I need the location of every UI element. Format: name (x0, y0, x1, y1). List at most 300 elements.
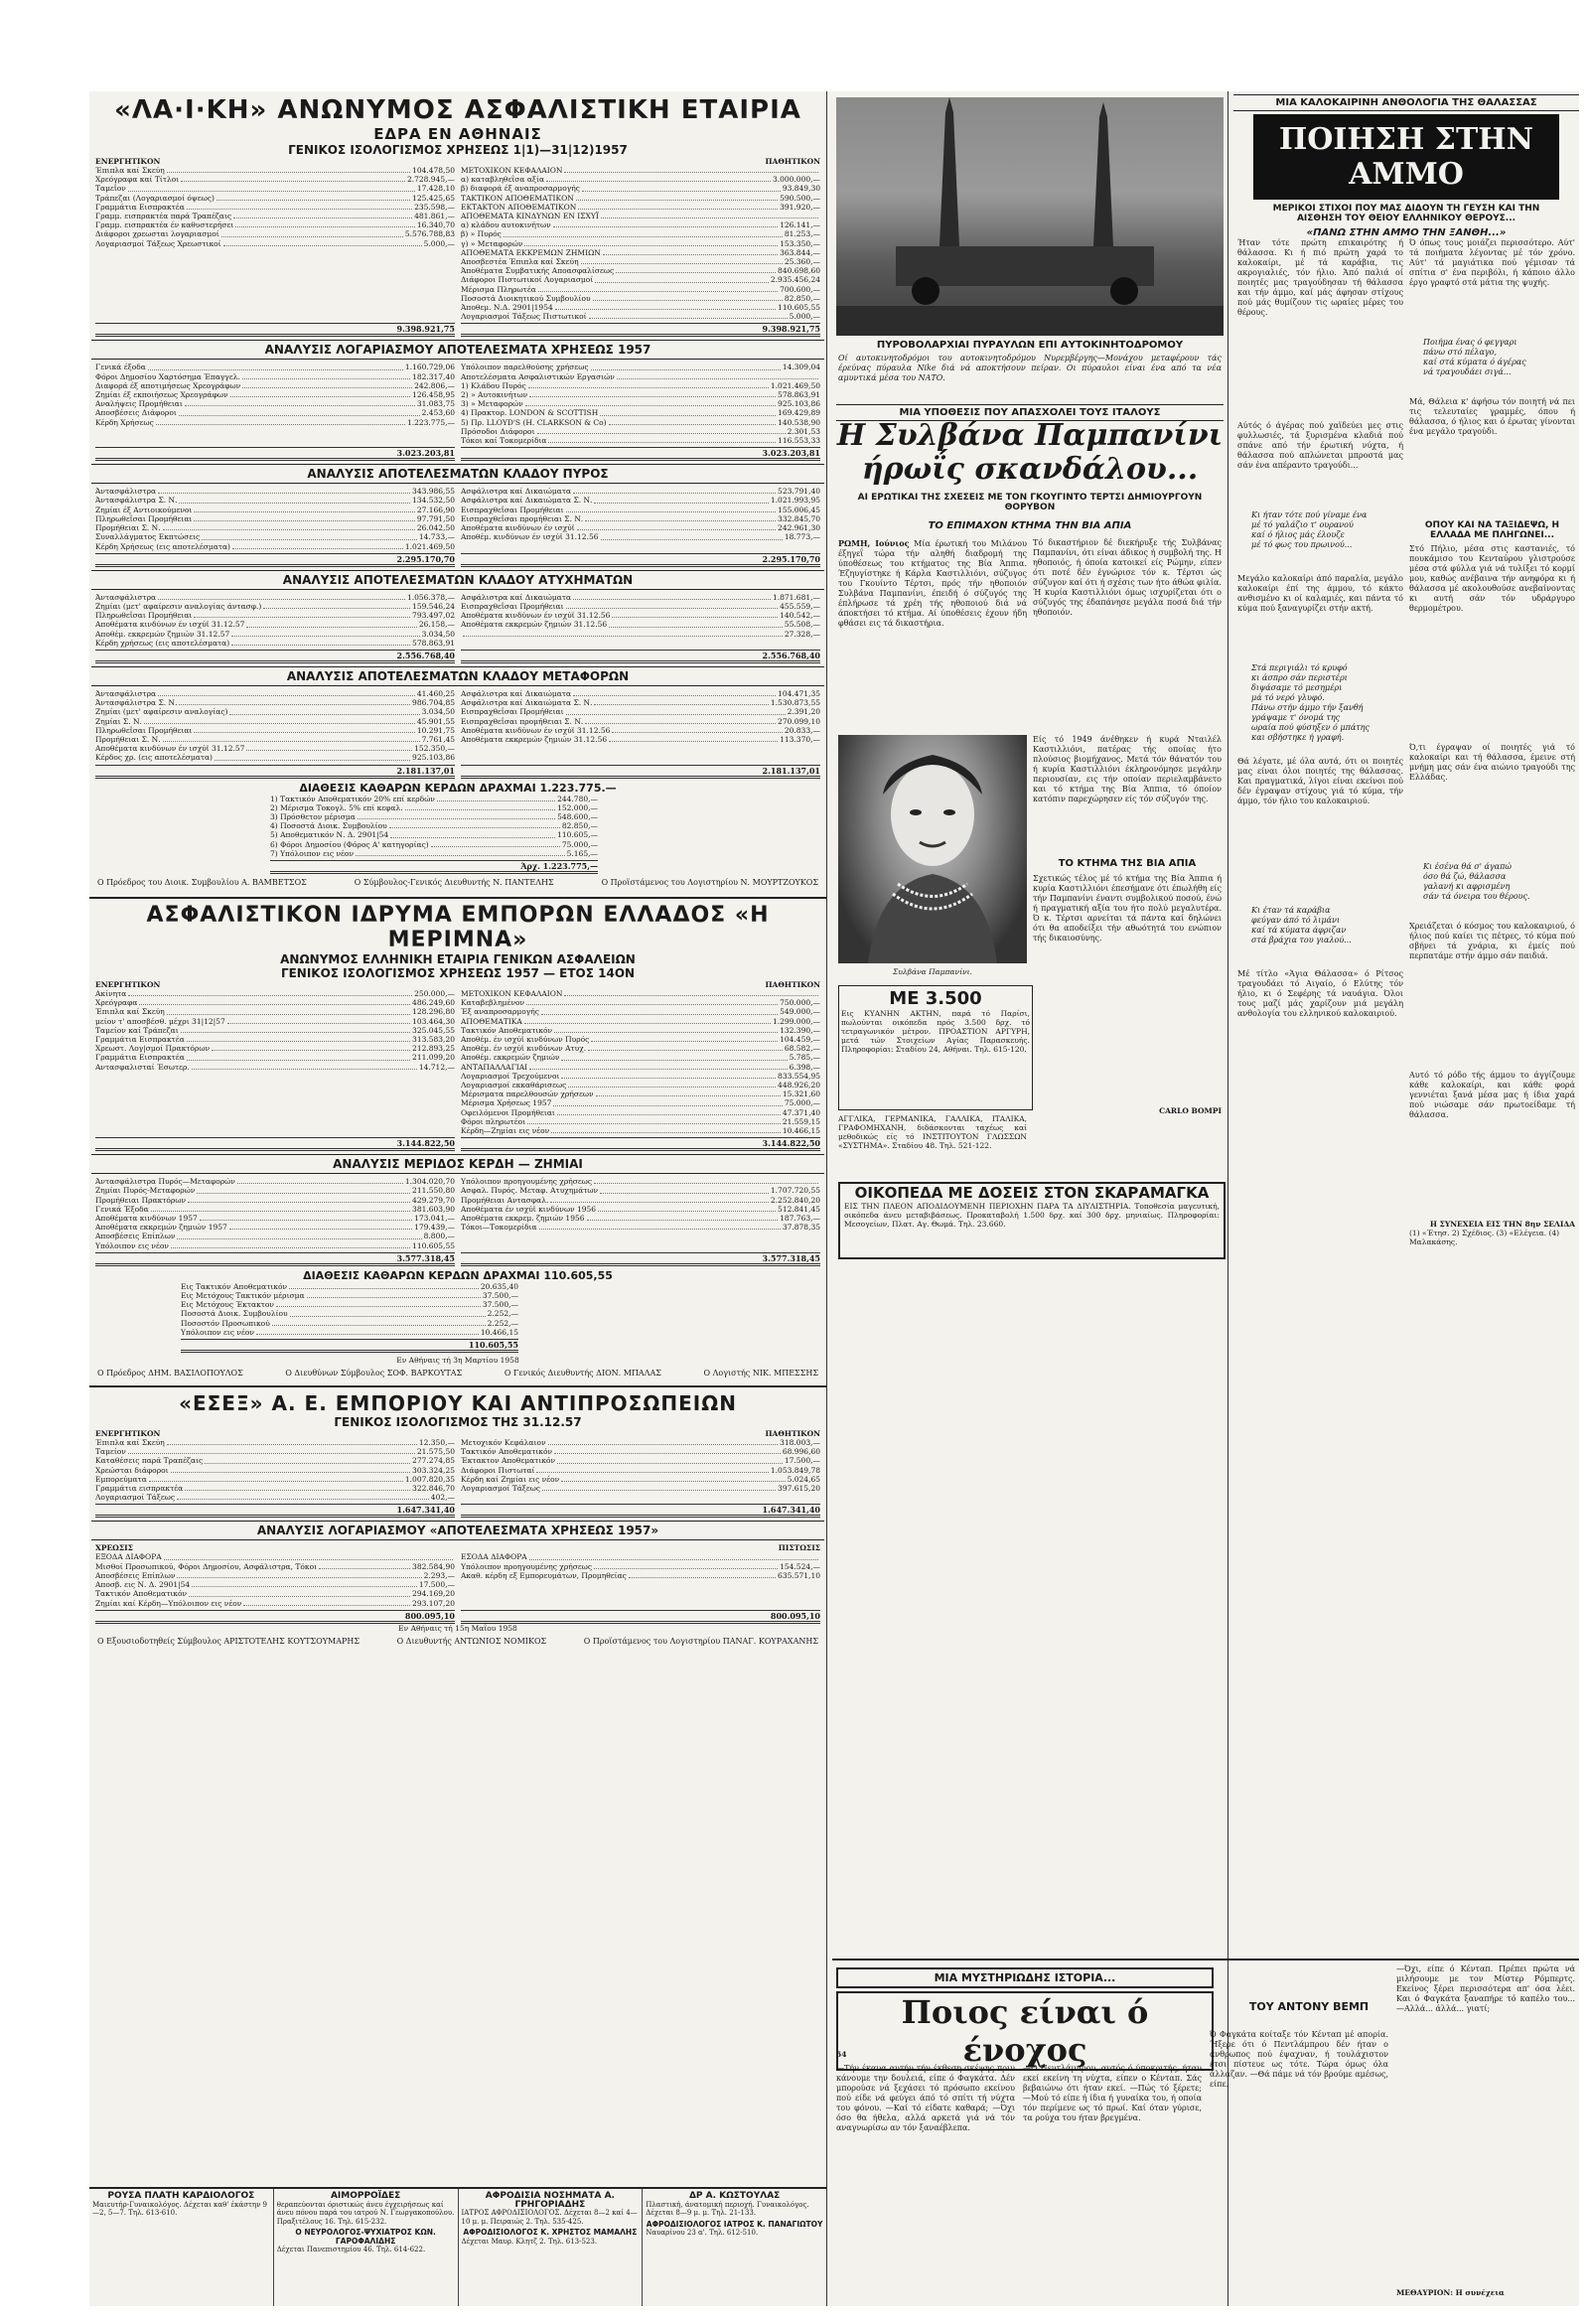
ledger-row (95, 363, 455, 371)
ledger-label: Εις Τακτικόν Αποθεματικόν (181, 1281, 288, 1291)
laiki-acc (91, 593, 824, 648)
ledger-label: Ζημίαι έξ εκποιήσεως Χρεογράφων (95, 390, 228, 400)
ledger-label: Προμήθειαι Αντασφαλ. (461, 1195, 549, 1205)
ledger-value: 1.007.820,35 (404, 1474, 455, 1484)
ledger-row (95, 1026, 455, 1035)
ad-hemorrhoids (274, 2189, 459, 2306)
merimna-pl-total-r: 3.577.318,45 (461, 1252, 820, 1266)
pampanini-body-2: Τό δικαστήριον δέ διεκήρυξε τής Συλβάνας Παμπανίνι, ότι είναι άδικος ή συμβολή της. Η ηθοποιός, ή όποία κατοικεί είς Ρώμην, είπεν ότι ποτέ δέν έγνώρισε τόν κ. Τέρτσι ώς σύζυγον καί ότι ή σχέσις των ήτο άθώα φιλία. Ή κυρία Καστιλλιόνι όμως ισχυρίζεται ότι ο σύζυγός της έδαπάνησε μεγάλα ποσά διά τήν ηθοποιόν. (1033, 538, 1222, 617)
classified-ads (89, 2187, 826, 2306)
laiki-fire-heading: ΑΝΑΛΥΣΙΣ ΑΠΟΤΕΛΕΣΜΑΤΩΝ ΚΛΑΔΟΥ ΠΥΡΟΣ (91, 464, 824, 484)
ledger-value: 402,— (430, 1493, 455, 1503)
ledger-label: α) κλάδου αυτοκινήτων (461, 220, 551, 230)
ledger-label: Αποθέματα εκκρεμών ζημιών 1957 (95, 1223, 227, 1233)
ledger-value: 343.986,55 (412, 487, 455, 497)
ledger-label: Μέρισματα παρελθουσών χρήσεων (461, 1089, 594, 1099)
ledger-value: 277.274,85 (412, 1456, 455, 1466)
pampanini-body-3: Είς τό 1949 άνέθηκεν ή κυρά Νταιλέλ Καστιλλιόνι, πατέρας τής οποίας ήτο πλούσιος βιομήχανος. Μετά τόν θάνατόν του ή κυρία Καστιλλιόνι έκληρονόμησε μεγάλην περιουσίαν, εις τήν οποίαν περιελαμβάνετο και τό κτήμα της Βία Άππια, τό όποίον κατόπιν παρεχώρησεν είς τόν σύζυγόν της. (1033, 735, 1222, 803)
rocket-caption-title: ΠΥΡΟΒΟΛΑΡΧΙΑΙ ΠΥΡΑΥΛΩΝ ΕΠΙ ΑΥΤΟΚΙΝΗΤΟΔΡΟΜΟΥ (876, 340, 1184, 351)
ledger-label: Διάφοροι χρεωσται λογαριασμοί (95, 229, 219, 239)
ledger-value: 140.542,— (780, 611, 820, 621)
ledger-value: 27.166,90 (416, 505, 455, 514)
ledger-label: Ζημίαι καί Κέρδη—Υπόλοιπον εις νέον (95, 1598, 242, 1608)
ledger-row (461, 698, 820, 707)
ese-signatures (91, 1633, 824, 1650)
ledger-row (461, 726, 820, 735)
ledger-row (95, 689, 455, 698)
merimna-assets-list (95, 989, 455, 1072)
rocket-illustration (836, 97, 1224, 336)
laiki-seat: ΕΔΡΑ ΕΝ ΑΘΗΝΑΙΣ (373, 125, 542, 143)
ledger-label: 4) Πρακτορ. LONDON & SCOTTISH (461, 408, 599, 418)
ledger-value: 793.497,02 (412, 611, 455, 621)
ledger-value: 1.223.775,— (406, 417, 455, 427)
ledger-label: ΑΠΟΘΕΜΑΤΑ ΚΙΝΔΥΝΩΝ ΕΝ ΙΣΧΥΪ (461, 212, 599, 221)
ledger-value: 5.000,— (789, 312, 820, 322)
ledger-row (95, 602, 455, 611)
ledger-row (461, 381, 820, 390)
ledger-label: Αποθέματα κινδύνων έν ισχύϊ (461, 523, 575, 533)
ledger-row (95, 1241, 455, 1250)
ledger-value: 486.249,60 (412, 998, 455, 1008)
ledger-row (95, 418, 455, 427)
ledger-row (461, 1081, 820, 1089)
ese-statement (89, 1389, 826, 1652)
merimna-balance-sheet (91, 980, 824, 1135)
ledger-value: 45.901,55 (416, 716, 455, 726)
ledger-row (95, 1562, 455, 1571)
ledger-value: 270.099,10 (778, 716, 820, 726)
ledger-value: 523.791,40 (778, 487, 820, 497)
poetry-right-4: ΟΠΟΥ ΚΑΙ ΝΑ ΤΑΞΙΔΕΨΩ, Η ΕΛΛΑΔΑ ΜΕ ΠΛΗΓΩΝΕΙ... (1424, 520, 1560, 540)
ledger-row (461, 630, 820, 639)
ledger-label: Αποσβεστέα Έπιπλα καί Σκεύη (461, 257, 579, 267)
ledger-value: 26.042,50 (416, 523, 455, 533)
ledger-row (461, 312, 820, 321)
ledger-value: 154.524,— (780, 1561, 820, 1571)
laiki-fire-right (461, 487, 820, 550)
ledger-label: Αποσβ. εις Ν. Δ. 2901|54 (95, 1580, 191, 1590)
ledger-row (461, 1007, 820, 1016)
ledger-label: Άποθέματα Συμβατικής Αποασφαλίσεως (461, 266, 615, 276)
ledger-value: 47.371,40 (782, 1107, 820, 1117)
ledger-row (95, 717, 455, 726)
ledger-label: Άντασφάλιστρα Σ. Ν. (95, 698, 178, 708)
ledger-label: Αναλήψεις Προμήθειαι (95, 399, 183, 409)
ledger-value: 2.293,— (423, 1570, 455, 1580)
ledger-value: 68.582,— (784, 1044, 820, 1054)
ledger-value: 17.500,— (784, 1456, 820, 1466)
merimna-sub: ΑΝΩΝΥΜΟΣ ΕΛΛΗΝΙΚΗ ΕΤΑΙΡΙΑ ΓΕΝΙΚΩΝ ΑΣΦΑΛΕΙΩΝ (280, 951, 636, 966)
ledger-row (461, 1044, 820, 1053)
laiki-pl-right (461, 363, 820, 445)
ledger-value: 104.478,50 (412, 166, 455, 175)
ledger-value: 82.850,— (784, 293, 820, 303)
ledger-row (461, 248, 820, 257)
ledger-row (461, 1552, 820, 1561)
ledger-label: Ακίνητα (95, 988, 127, 998)
laiki-statement (89, 91, 826, 895)
ledger-label: Εισπραχθεΐσαι Προμήθειαι (461, 505, 564, 514)
ledger-row (461, 1053, 820, 1062)
poetry-deck: ΜΕΡΙΚΟΙ ΣΤΙΧΟΙ ΠΟΥ ΜΑΣ ΔΙΔΟΥΝ ΤΗ ΓΕΥΣΗ ΚΑΙ ΤΗΝ ΑΙΣΘΗΣΗ ΤΟΥ ΘΕΙΟΥ ΕΛΛΗΝΙΚΟΥ ΘΕΡΟΥΣ... (1272, 204, 1540, 223)
ledger-value: 93.849,30 (782, 184, 820, 194)
ledger-value: 132.390,— (780, 1025, 820, 1035)
ledger-label: Ταμείον καί Τράπεζαι (95, 1025, 179, 1035)
ledger-value: 448.926,20 (778, 1081, 820, 1089)
ledger-row (461, 602, 820, 611)
ledger-value: 68.996,60 (782, 1447, 820, 1457)
ledger-value: 212.893,25 (412, 1044, 455, 1054)
ad-neuro-body: Δέχεται Πανεπιστημίου 46. Τηλ. 614-622. (276, 2246, 426, 2253)
ledger-row (95, 611, 455, 620)
laiki-assets-heading: ΕΝΕΡΓΗΤΙΚΟΝ (95, 157, 161, 166)
merimna-sig-3: Ο Γενικός Διευθυντής ΔΙΟΝ. ΜΠΑΛΑΣ (504, 1369, 661, 1379)
ledger-row (270, 821, 598, 830)
ledger-value: 2.728.945,— (406, 175, 455, 185)
ledger-label: Άντασφάλιστρα (95, 688, 157, 698)
ledger-row (95, 532, 455, 541)
ledger-row (461, 523, 820, 532)
ledger-value: 925.103,86 (412, 753, 455, 763)
poetry-column (1233, 91, 1579, 1959)
ledger-value: 10.466,15 (480, 1327, 518, 1337)
ledger-value: 31.083,75 (416, 399, 455, 409)
pampanini-signature: CARLO BOMPI (1159, 1106, 1222, 1115)
ledger-label: Φόροι Δημοσίου Χαρτόσημα Έπαγγελ. (95, 371, 240, 381)
ledger-label: Αποσβέσεις Διάφοροι (95, 408, 177, 418)
ledger-label: Εμπορεύματα (95, 1474, 147, 1484)
ledger-label: Χρεόγραφα (95, 998, 138, 1008)
ese-pl (91, 1543, 824, 1607)
merimna-total-r: 3.144.822,50 (461, 1137, 820, 1151)
ledger-value: 1.053.849,78 (770, 1465, 820, 1475)
ledger-row (461, 487, 820, 496)
mystery-col-4: —Όχι, είπε ό Κένταπ. Πρέπει πρώτα νά μιλήσουμε με τον Μίστερ Ρόμπερτς. Εκείνος ξέρει περισσότερα απ' όσα λέει. Και ό Φαγκάτα ξαναπήρε τό καπέλο του... —Αλλά... άλλά... γιατί; (1396, 1964, 1575, 2013)
mystery-signoff: ΜΕΘΑΥΡΙΟΝ: Η συνέχεια (1396, 2288, 1505, 2297)
financial-statements-column (89, 91, 827, 2306)
ledger-row (461, 717, 820, 726)
ledger-label: Χρεόγραφα καί Τίτλοι (95, 175, 180, 185)
ledger-label: Εισπραχθεΐσαι προμήθειαι Σ. Ν. (461, 716, 584, 726)
ledger-label: ΕΚΤΑΚΤΟΝ ΑΠΟΘΕΜΑΤΙΚΟΝ (461, 202, 577, 212)
ledger-row (461, 1035, 820, 1044)
ledger-row (95, 1599, 455, 1608)
ese-total-l: 1.647.341,40 (95, 1504, 455, 1518)
ledger-row (461, 184, 820, 193)
ledger-row (270, 849, 598, 858)
ad-neuro-title: Ο ΝΕΥΡΟΛΟΓΟΣ-ΨΥΧΙΑΤΡΟΣ ΚΩΝ. ΓΑΡΟΦΑΛΙΔΗΣ (295, 2228, 436, 2246)
ledger-label: Αποθέματα κινδύνων έν ισχύϊ 31.12.56 (461, 611, 611, 621)
ledger-label: Λογαριασμοί Τάξεως (461, 1484, 541, 1494)
ledger-label: Ποσοστά Διοικητικού Συμβουλίου (461, 293, 591, 303)
ledger-label: Εισπραχθεΐσαι προμήθειαι Σ. Ν. (461, 513, 584, 523)
ledger-row (95, 998, 455, 1007)
merimna-sig-2: Ο Διευθύνων Σύμβουλος ΣΟΦ. ΒΑΡΚΟΥΤΑΣ (285, 1369, 463, 1379)
ledger-value: 104.471,35 (778, 688, 820, 698)
merimna-title: ΑΣΦΑΛΙΣΤΙΚΟΝ ΙΔΡΥΜΑ ΕΜΠΟΡΩΝ ΕΛΛΑΔΟΣ «Η ΜΕΡΙΜΝΑ» (146, 902, 770, 952)
pampanini-body-4: Σχετικώς τέλος μέ τό κτήμα της Βία Άππια ή κυρία Καστιλλιόνι έπεσήμανε ότι έπωλήθη είς τήν Παμπανίνι έναντι συμβολικού ποσού, ένώ ή πραγματική αξία του ήτο πολύ μεγαλυτέρα. Ό κ. Τέρτσι αρνείται τά πάντα καί δηλώνει ότι θα αποδείξει τήν αθωότητά του ενώπιον τής δικαιοσύνης. (1033, 874, 1222, 943)
ledger-row (95, 735, 455, 744)
ledger-value: 549.000,— (780, 1007, 820, 1017)
ledger-label: Αποθέμ. έν ισχύϊ κινδύνων Πυρός (461, 1034, 590, 1044)
ledger-value: 244.780,— (557, 794, 598, 803)
ledger-label: Εις Μετόχους Έκτακτον (181, 1300, 274, 1310)
ledger-value: 5.165,— (566, 848, 598, 858)
ledger-row (95, 239, 455, 248)
laiki-trans-right (461, 689, 820, 763)
ledger-label: Ζημίαι (μετ' αφαίρεσιν αναλογίας) (95, 707, 228, 717)
merimna-dist-total: 110.605,55 (181, 1339, 518, 1353)
mystery-col-2: —Ό Πεντλάμπρου, αυτός ό ύποκριτής, ήταν εκεί εκείνη τη νύχτα, είπεν ο Κένταπ. Σάς βεβαιώνω ότι ήταν εκεί. —Πώς τό ξέρετε; —Μού τό είπε ή ίδια ή γυναίκα του, ή οποία τόν περίμενε ως τό πρωί. Καί όταν γύρισε, τα ρούχα του ήταν βρεγμένα. (1023, 2064, 1202, 2122)
ese-pl-left (95, 1552, 455, 1607)
ledger-row (270, 840, 598, 849)
rocket-photo (836, 97, 1224, 336)
laiki-fire-total-l: 2.295.170,70 (95, 553, 455, 567)
laiki-sig-2: Ο Σύμβουλος-Γενικός Διευθυντής Ν. ΠΑΝΤΕΛΗΣ (354, 877, 554, 887)
ad-mamalis-body: Δέχεται Μαυρ. Κλητζ 2. Τηλ. 613-523. (461, 2237, 598, 2246)
ledger-value: 37.500,— (482, 1300, 518, 1310)
ledger-row (461, 689, 820, 698)
ledger-label: 1) Κλάδου Πυρός (461, 380, 526, 390)
ledger-row (461, 1214, 820, 1223)
mystery-col-1: —Τήν έκανα αυτήν τήν έκθεση σκέψης πριν κάνουμε την δουλειά, είπε ό Φαγκάτα. Δέν μπορούσε νά ξεχάσει τό πρόσωπο εκείνου πού είδε νά φεύγει άπό τό σπίτι τή νύχτα του φόνου. —Καί τό είδατε καθαρά; —Όχι όσο θα ήθελα, αλλά αρκετά γιά νά τόν αναγνωρίσω αν τόν ξαναέβλεπα. (836, 2064, 1015, 2132)
pampanini-subhead-2: ΤΟ ΚΤΗΜΑ ΤΗΣ ΒΙΑ ΑΠΙΑ (1058, 858, 1197, 869)
laiki-trans-total-r: 2.181.137,01 (461, 765, 820, 779)
poetry-right-3: Μά, Θάλεια κ' άφήσω τόν ποιητή νά πει τις τελευταίες γραμμές, όπου ή θάλασσα, ό ήλιος και ό έρωτας γίνονται ένα μεγάλο τραγούδι. (1409, 397, 1575, 436)
laiki-acc-left (95, 593, 455, 648)
ese-date: Εν Αθήναις τή 15η Μαΐου 1958 (398, 1623, 517, 1633)
ledger-label: Συναλλάγματος Εκπτώσεις (95, 532, 201, 542)
ad-hemorrhoids-body: θεραπεύονται όριστικώς άνευ έγχειρήσεως καί άνευ πόνου παρά του ιατρού Ν. Γεωργακοπούλου. Πραξιτέλους 16. Τηλ. 615-232. (276, 2200, 455, 2226)
ledger-label: 4) Ποσοστά Διοικ. Συμβουλίου (270, 821, 387, 831)
ledger-row (95, 1589, 455, 1598)
ledger-value: 548.600,— (557, 811, 598, 821)
ese-sig-1: Ο Εξουσιοδοτηθείς Σύμβουλος ΑΡΙΣΤΟΤΕΛΗΣ ΚΟΥΤΣΟΥΜΑΡΗΣ (97, 1636, 360, 1646)
ledger-value: 14.309,04 (782, 363, 820, 372)
poetry-notes: (1) «Έτησ. 2) Σχέδιος. (3) «Ελέγεια. (4) Μαλακάσης. (1409, 1229, 1560, 1246)
ledger-label: Προμήθειαι Σ. Ν. (95, 734, 161, 744)
ledger-row (461, 229, 820, 238)
laiki-balance-title: ΓΕΝΙΚΟΣ ΙΣΟΛΟΓΙΣΜΟΣ ΧΡΗΣΕΩΣ 1|1)—31|12)1957 (288, 143, 628, 157)
ledger-row (95, 744, 455, 753)
ledger-value: 81.253,— (784, 229, 820, 239)
ledger-label: Υπόλοιπον προηγουμένης χρήσεως (461, 1561, 593, 1571)
ese-balance: ΓΕΝΙΚΟΣ ΙΣΟΛΟΓΙΣΜΟΣ ΤΗΣ 31.12.57 (334, 1415, 582, 1430)
ledger-value: 1.304.020,70 (404, 1177, 455, 1187)
ledger-label: Υπόλοιπον προηγουμένης χρήσεως (461, 1177, 593, 1187)
ledger-label: Ασφάλιστρα καί Δικαιώματα Σ. Ν. (461, 496, 593, 506)
ledger-label: Διάφοροι Πιστωτικοί Λογαριασμοί (461, 275, 594, 285)
merimna-pl-total-l: 3.577.318,45 (95, 1252, 455, 1266)
ledger-row (461, 285, 820, 294)
ledger-value: 113.370,— (780, 734, 820, 744)
ledger-label: Αποσβέσεις Επίπλων (95, 1232, 176, 1241)
ese-pl-right (461, 1552, 820, 1580)
ledger-row (461, 1072, 820, 1081)
ledger-value: 27.328,— (784, 629, 820, 639)
ledger-row (95, 1214, 455, 1223)
ledger-value: 25.360,— (784, 257, 820, 267)
ledger-row (461, 707, 820, 716)
ledger-value: 3.000.000,— (772, 175, 820, 185)
ledger-value: 397.615,20 (778, 1484, 820, 1494)
ledger-value: 986.704,85 (412, 698, 455, 708)
ledger-label: Αποσβέσεις Επίπλων (95, 1570, 176, 1580)
ledger-value: 833.554,95 (778, 1071, 820, 1081)
ledger-value: 152.000,— (557, 802, 598, 812)
ledger-row (95, 1493, 455, 1502)
ledger-value: 8.800,— (423, 1232, 455, 1241)
ledger-value: 455.559,— (780, 601, 820, 611)
laiki-pl (91, 363, 824, 445)
ledger-row (95, 1580, 455, 1589)
ledger-label: Αποθέματα κινδύνων έν ισχύϊ 31.12.56 (461, 725, 611, 735)
pampanini-kicker: ΜΙΑ ΥΠΟΘΕΣΙΣ ΠΟΥ ΑΠΑΣΧΟΛΕΙ ΤΟΥΣ ΙΤΑΛΟΥΣ (836, 404, 1224, 421)
ledger-value: 18.773,— (784, 532, 820, 542)
pampanini-photo-caption: Συλβάνα Παμπανίνι. (893, 967, 972, 976)
ad-kyani-akti (838, 985, 1033, 1110)
rocket-caption-text: Οί αυτοκινητοδρόμοι του αυτοκινητοδρόμου Νυρεμβέργης—Μονάχου μεταφέρουν τάς έρεύνας πύραυλα Nike διά νά αποκτήσουν πείραν. Οι πύραυλοι είναι ένα από τα νέα αμυντικά μέσα του ΝΑΤΟ. (838, 354, 1222, 382)
merimna-liab-list (461, 989, 820, 1135)
merimna-liab-heading: ΠΑΘΗΤΙΚΟΝ (765, 979, 820, 989)
laiki-total-left: 9.398.921,75 (95, 323, 455, 337)
ledger-row (95, 1484, 455, 1493)
ledger-label: 5) Πρ. LLOYD'S (H. CLARKSON & Co) (461, 417, 607, 427)
ledger-label: Αποθέμ. εκκρεμών ζημιών 31.12.57 (95, 629, 230, 639)
ledger-row (461, 1438, 820, 1447)
ese-balance-sheet (91, 1429, 824, 1502)
ledger-label: Γραμμ. εισπρακτέα έν καθυστερήσει (95, 220, 234, 230)
ledger-label: Έπιπλα καί Σκεύη (95, 166, 165, 175)
poetry-right-8: Χρειάζεται ό κόσμος του καλοκαιριού, ό ήλιος πού καίει τις πέτρες, τό κύμα πού σβήνει τά χνάρια, κι έμείς πού περπατάμε στήν άμμο σάν παιδιά. (1409, 922, 1575, 960)
ledger-row (461, 989, 820, 998)
ledger-row (461, 166, 820, 175)
ledger-row (461, 399, 820, 408)
ledger-value: 10.466,15 (782, 1126, 820, 1136)
ledger-value: 155.006,45 (778, 505, 820, 514)
merimna-total-l: 3.144.822,50 (95, 1137, 455, 1151)
ledger-label: Καταθέσεις παρά Τραπέζαις (95, 1456, 204, 1466)
ad-skaramanga-body: ΕΙΣ ΤΗΝ ΠΛΕΟΝ ΑΠΟΔΙΔΟΥΜΕΝΗ ΠΕΡΙΟΧΗΝ ΠΑΡΑ ΤΑ ΔΙΥΛΙΣΤΗΡΙΑ. Τοποθεσία μαγευτική, οικόπεδα άνευ μεταβιβάσεως. Προκαταβολή 1.500 δρχ. καί 300 δρχ. μηνιαίως. Πληροφορίαι: Μεσογείων, Πλατ. Αγ. Θωμά. Τηλ. 23.660. (844, 1202, 1220, 1229)
ledger-value: 7.761,45 (421, 734, 455, 744)
ledger-label: Ασφάλιστρα καί Δικαιώματα (461, 688, 572, 698)
ledger-value: 26.158,— (418, 620, 455, 630)
ledger-label: Γραμμάτια εισπρακτέα (95, 1484, 184, 1494)
ledger-label: Ποσοστά Διοικ. Συμβουλίου (181, 1309, 288, 1319)
ese-liab-list (461, 1438, 820, 1493)
ledger-label: Γραμμάτια Εισπρακτέα (95, 1034, 185, 1044)
ledger-value: 250.000,— (414, 988, 455, 998)
ledger-row (95, 506, 455, 514)
ledger-row (95, 726, 455, 735)
ledger-label: Άποθεμ. Ν.Δ. 2901|1954 (461, 303, 553, 313)
ledger-row (461, 1205, 820, 1214)
ledger-value: 97.791,50 (416, 513, 455, 523)
ledger-label: Αποθέματα κινδύνων έν ισχύϊ 31.12.57 (95, 620, 245, 630)
ledger-value: 159.546,24 (412, 601, 455, 611)
ledger-value: 10.291,75 (416, 725, 455, 735)
ledger-label: 3) » Μεταφορών (461, 399, 523, 409)
ledger-row (95, 593, 455, 602)
ledger-value: 512.841,45 (778, 1204, 820, 1214)
ledger-row (461, 1223, 820, 1232)
ledger-label: Υπόλοιπον εις νέον (181, 1327, 254, 1337)
laiki-balance-sheet (91, 157, 824, 321)
ledger-label: Έπιπλα καί Σκεύη (95, 1007, 165, 1017)
ledger-label: 3) Πρόσθετον μέρισμα (270, 811, 356, 821)
ledger-row (95, 399, 455, 408)
merimna-dist-list (181, 1282, 518, 1337)
ese-pl-total-r: 800.095,10 (461, 1610, 820, 1624)
ese-sig-2: Ο Διευθυντής ΑΝΤΩΝΙΟΣ ΝΟΜΙΚΟΣ (396, 1636, 547, 1646)
ledger-row (461, 1571, 820, 1580)
ledger-label: 7) Υπόλοιπον εις νέον (270, 848, 355, 858)
ledger-label: Τόκοι καί Τοκομερίδια (461, 436, 547, 446)
ledger-row (95, 381, 455, 390)
ledger-value: 578.863,91 (412, 638, 455, 648)
ledger-row (95, 1223, 455, 1232)
laiki-pl-total-l: 3.023.203,81 (95, 447, 455, 461)
ledger-row (461, 1562, 820, 1571)
ledger-value: 429.279,70 (412, 1195, 455, 1205)
ledger-label: Μέρισμα Χρήσεως 1957 (461, 1098, 552, 1108)
pampanini-headline: Η Συλβάνα Παμπανίνι ήρωΐς σκανδάλου... (836, 418, 1224, 487)
ledger-label: Υπόλοιπον εις νέον (95, 1240, 169, 1250)
ledger-label: Μισθοί Προσωπικού, Φόροι Δημοσίου, Ασφάλιστρα, Τόκοι (95, 1561, 318, 1571)
laiki-fire-total-r: 2.295.170,70 (461, 553, 820, 567)
ledger-label: Εις Μετόχους Τακτικόν μέρισμα (181, 1291, 305, 1301)
ledger-label: Λογαριασμοί Τάξεως Χρεωστικοί (95, 238, 221, 248)
ledger-label: Τράπεζαι (Λογαριασμοί όψεως) (95, 193, 215, 203)
ledger-row (95, 166, 455, 175)
laiki-sig-1: Ο Πρόεδρος του Διοικ. Συμβουλίου Α. ΒΑΜΒΕΤΣΟΣ (97, 877, 307, 887)
ledger-value: 840.698,60 (778, 266, 820, 276)
ledger-label: Αποθέμ. εκκρεμών ζημιών (461, 1053, 560, 1063)
merimna-pl-right (461, 1177, 820, 1250)
ledger-label: Μέρισμα Πληρωτέα (461, 284, 536, 294)
ledger-row (95, 542, 455, 551)
ledger-value: 211.099,20 (412, 1053, 455, 1063)
ledger-row (95, 1466, 455, 1475)
ledger-label: 1) Τακτικόν Αποθεματικόν 20% επί κερδών (270, 794, 435, 803)
ledger-row (461, 1098, 820, 1107)
poetry-verses-1: Κι ήταν τότε πού γίναμε ένα μέ τό γαλάζιο τ' ουρανού καί ό ήλιος μάς έλουζε μέ τό φως του πρωινού... (1251, 510, 1368, 549)
ledger-row (95, 1456, 455, 1465)
ledger-value: 481.861,— (414, 212, 455, 221)
ledger-label: Προμήθειαι Πρακτόρων (95, 1195, 187, 1205)
ese-pl-left-head: ΧΡΕΩΣΙΣ (95, 1543, 133, 1553)
ledger-row (270, 830, 598, 839)
ledger-label: Ποσοστόν Προσωπικού (181, 1318, 270, 1328)
ledger-value: 211.550,80 (412, 1186, 455, 1196)
ese-assets-list (95, 1438, 455, 1502)
ledger-value: 128.296,80 (412, 1007, 455, 1017)
ledger-value: 2.453,60 (421, 408, 455, 418)
ledger-row (461, 735, 820, 744)
ledger-label: Ζημίαι (μετ' αφαίρεσιν αναλογίας άντασφ.) (95, 601, 262, 611)
ledger-row (461, 266, 820, 275)
ledger-row (95, 1177, 455, 1186)
merimna-balance: ΓΕΝΙΚΟΣ ΙΣΟΛΟΓΙΣΜΟΣ ΧΡΗΣΕΩΣ 1957 — ΕΤΟΣ 14ΟΝ (280, 965, 636, 980)
ledger-value: 17.500,— (418, 1580, 455, 1590)
ledger-value: 82.850,— (561, 821, 598, 831)
ledger-label: Γραμμάτια Εισπρακτέα (95, 1053, 185, 1063)
ledger-label: Χρεωστ. Λογ|σμοί Πρακτόρων (95, 1044, 211, 1054)
ledger-value: 5.785,— (789, 1053, 820, 1063)
ad-panagiotou-title: ΑΦΡΟΔΙΣΙΟΛΟΓΟΣ ΙΑΤΡΟΣ Κ. ΠΑΝΑΓΙΩΤΟΥ (646, 2219, 823, 2229)
ledger-value: 152.350,— (414, 744, 455, 754)
